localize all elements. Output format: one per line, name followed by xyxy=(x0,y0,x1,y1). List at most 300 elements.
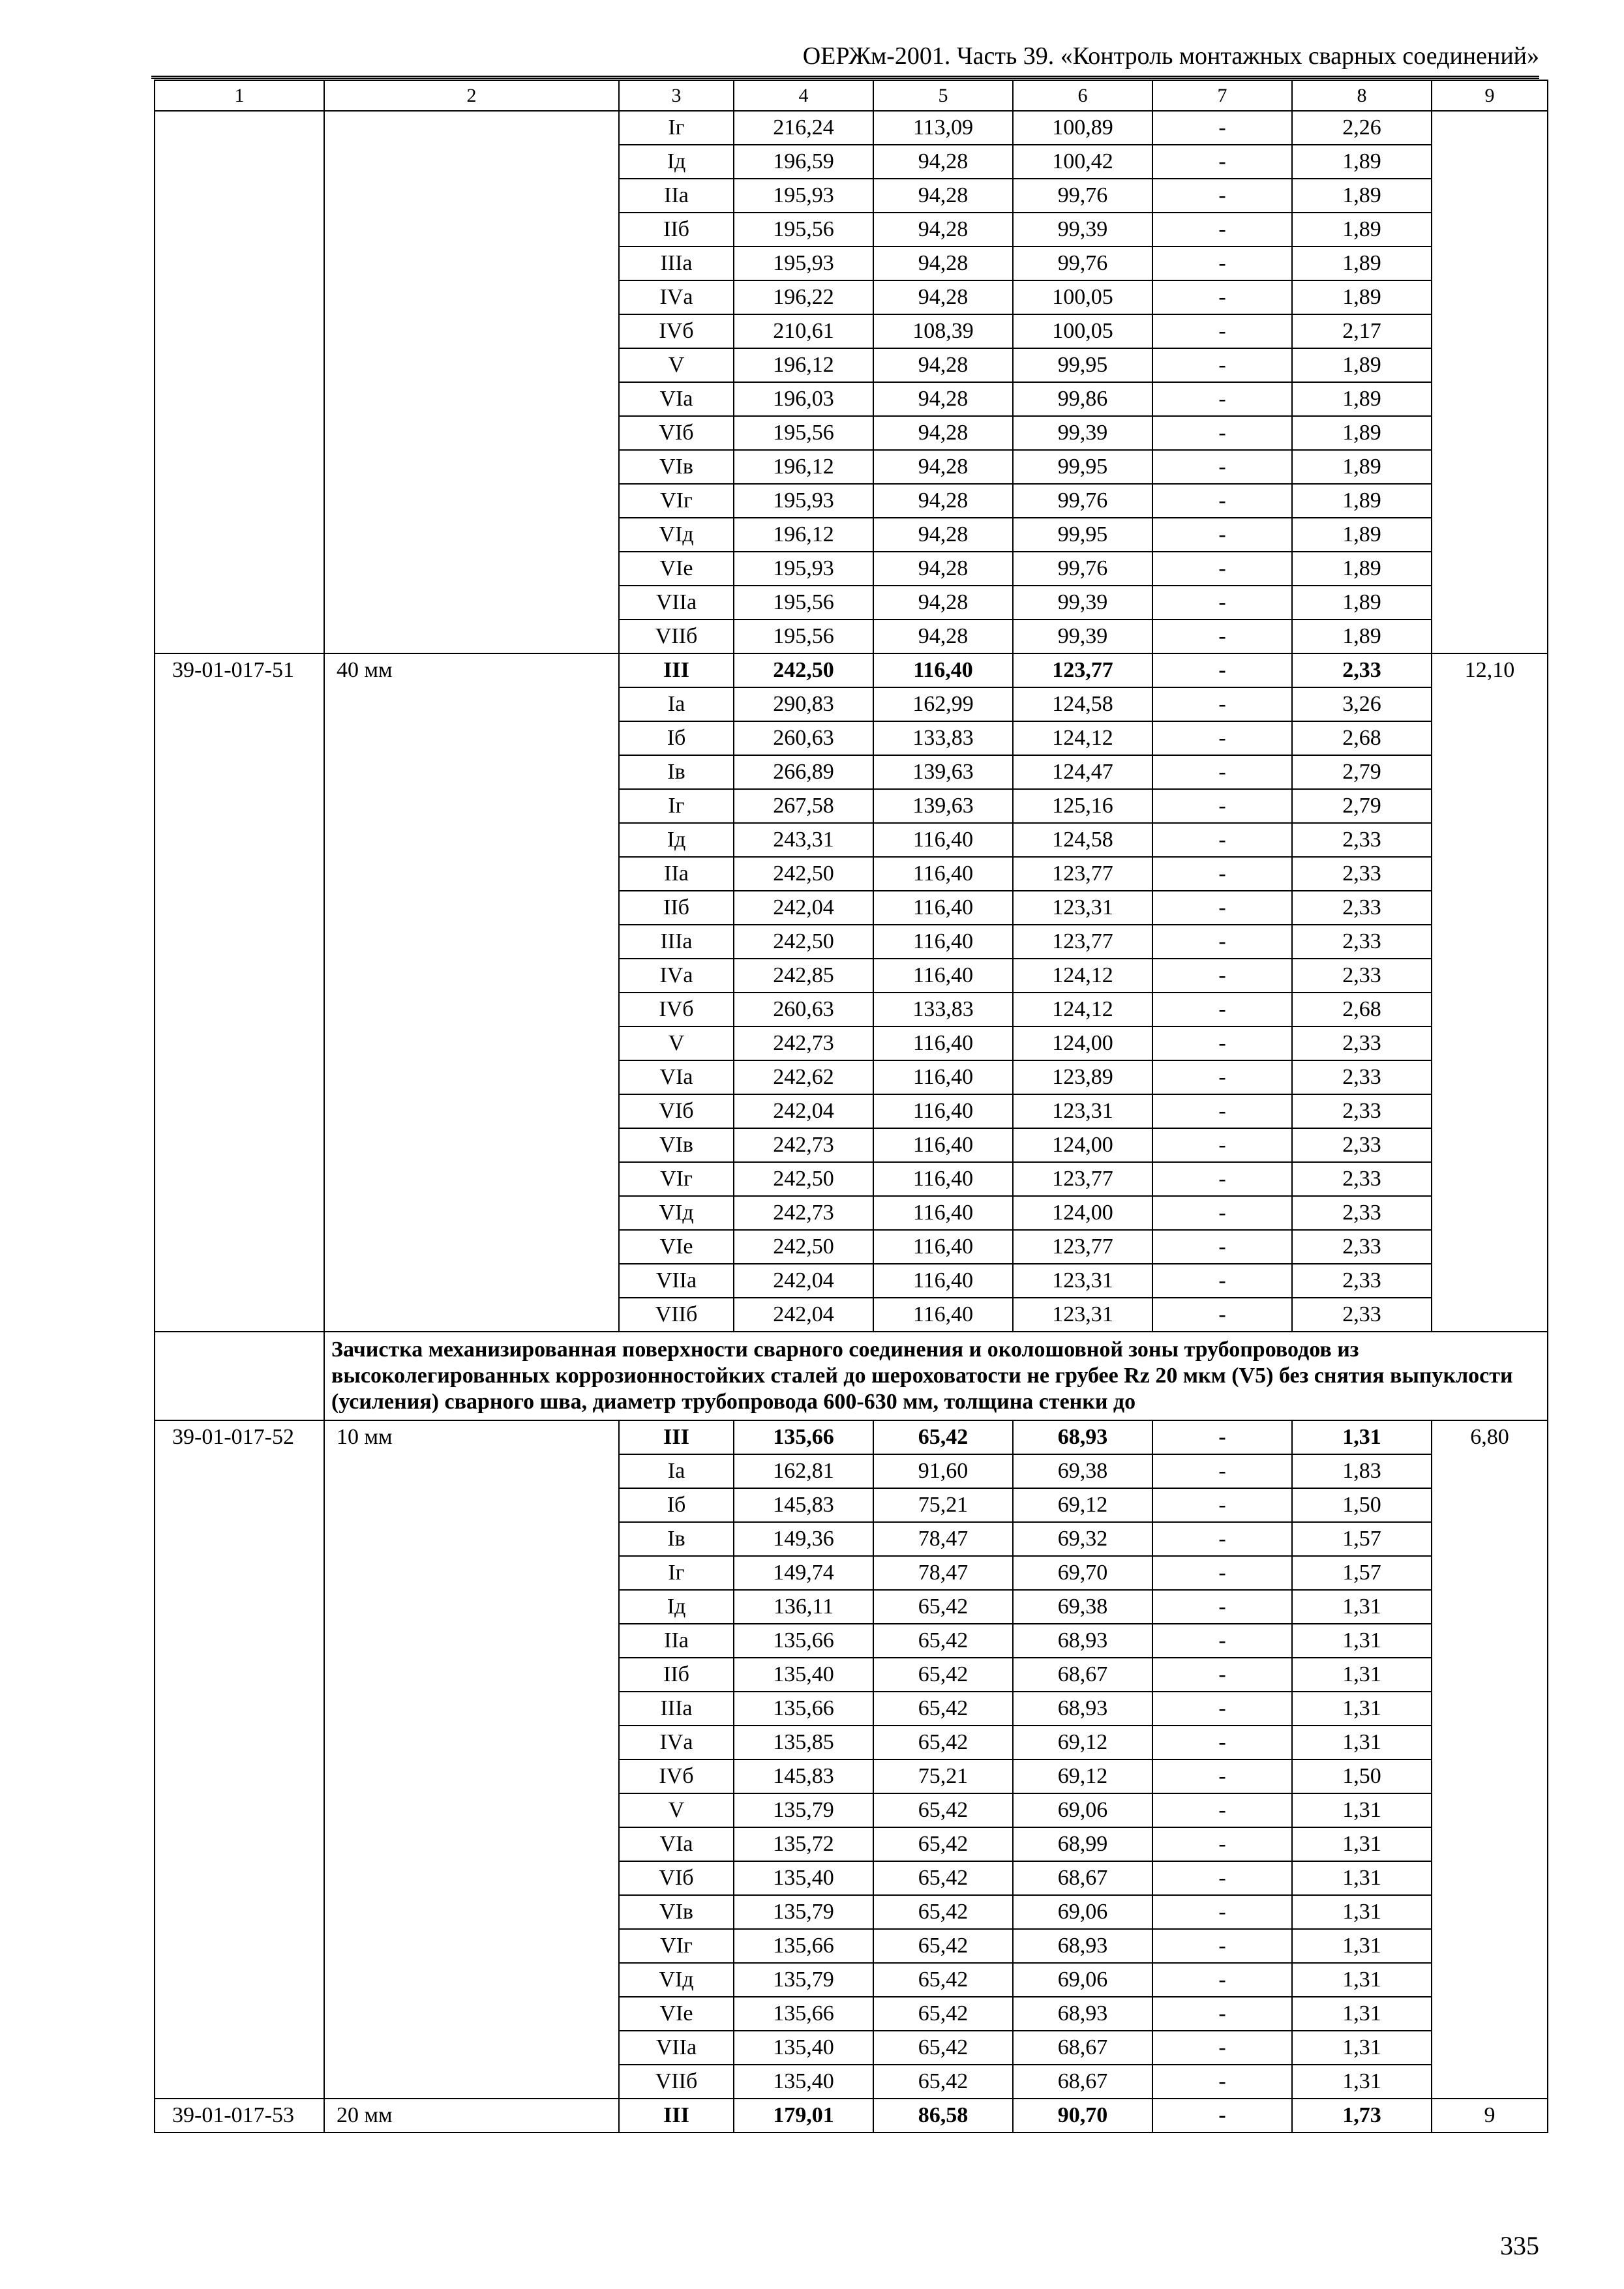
total-cost: 242,73 xyxy=(734,1026,873,1060)
labor-costs: 1,57 xyxy=(1292,1522,1432,1556)
machine-operation: 124,58 xyxy=(1013,687,1152,721)
labor-costs: 1,50 xyxy=(1292,1488,1432,1522)
machine-operation: 68,67 xyxy=(1013,1861,1152,1895)
section-title: Зачистка механизированная поверхности сварного соединения и околошовной зоны трубопроводов из высоколегированных коррозионностойких сталей до шероховатости не грубее Rz 20 мкм (V5) без снятия выпуклости (усиления) сварного шва, диаметр трубопровода 600-630 мм, толщина стенки до xyxy=(324,1332,1548,1420)
machine-operation: 100,42 xyxy=(1013,145,1152,179)
materials: - xyxy=(1152,1488,1292,1522)
materials: - xyxy=(1152,111,1292,145)
materials: - xyxy=(1152,280,1292,314)
labor-costs: 3,26 xyxy=(1292,687,1432,721)
conditions-code: Iа xyxy=(619,1454,734,1488)
conditions-code: VIIа xyxy=(619,2031,734,2065)
machine-operation: 123,31 xyxy=(1013,1298,1152,1332)
labor-costs: 1,89 xyxy=(1292,179,1432,213)
machine-operation: 99,39 xyxy=(1013,620,1152,653)
materials: - xyxy=(1152,2099,1292,2132)
labor-costs: 1,89 xyxy=(1292,484,1432,518)
materials: - xyxy=(1152,1963,1292,1997)
machine-operation: 123,31 xyxy=(1013,1094,1152,1128)
conditions-code: IVб xyxy=(619,993,734,1026)
conditions-code: VIд xyxy=(619,1963,734,1997)
conditions-code: VIб xyxy=(619,1094,734,1128)
total-cost: 145,83 xyxy=(734,1488,873,1522)
total-cost: 242,50 xyxy=(734,1162,873,1196)
machine-operation: 69,38 xyxy=(1013,1454,1152,1488)
wages: 116,40 xyxy=(873,1128,1013,1162)
conditions-code: VIIб xyxy=(619,1298,734,1332)
wages: 116,40 xyxy=(873,1162,1013,1196)
rate-code: 39-01-017-51 xyxy=(155,653,324,1332)
conditions-code: Iб xyxy=(619,721,734,755)
conditions-code: VIIа xyxy=(619,1264,734,1298)
total-cost: 195,56 xyxy=(734,620,873,653)
wages: 116,40 xyxy=(873,925,1013,959)
machine-operation: 69,38 xyxy=(1013,1590,1152,1624)
empty-cell xyxy=(1432,111,1548,653)
conditions-code: IVа xyxy=(619,280,734,314)
conditions-code: V xyxy=(619,1793,734,1827)
empty-cell xyxy=(155,111,324,653)
conditions-code: III xyxy=(619,653,734,687)
conditions-code: IVб xyxy=(619,1759,734,1793)
conditions-code: IVа xyxy=(619,1726,734,1759)
wages: 65,42 xyxy=(873,1658,1013,1692)
labor-costs: 1,31 xyxy=(1292,1997,1432,2031)
labor-costs: 2,33 xyxy=(1292,857,1432,891)
labor-costs: 1,89 xyxy=(1292,382,1432,416)
labor-costs: 1,31 xyxy=(1292,1692,1432,1726)
total-cost: 242,04 xyxy=(734,891,873,925)
labor-costs: 1,31 xyxy=(1292,1861,1432,1895)
total-cost: 196,12 xyxy=(734,518,873,552)
machine-operation: 68,93 xyxy=(1013,1997,1152,2031)
conditions-code: Iг xyxy=(619,111,734,145)
materials: - xyxy=(1152,891,1292,925)
column-header: 8 xyxy=(1292,80,1432,111)
table-row-main xyxy=(155,653,1548,687)
materials: - xyxy=(1152,213,1292,247)
conditions-code: VIб xyxy=(619,416,734,450)
labor-costs: 1,73 xyxy=(1292,2099,1432,2132)
machine-operation: 124,00 xyxy=(1013,1026,1152,1060)
conditions-code: IIб xyxy=(619,891,734,925)
page-number: 335 xyxy=(1500,2231,1539,2260)
materials: - xyxy=(1152,1658,1292,1692)
materials: - xyxy=(1152,1230,1292,1264)
materials: - xyxy=(1152,1827,1292,1861)
labor-costs: 2,26 xyxy=(1292,111,1432,145)
total-cost: 290,83 xyxy=(734,687,873,721)
wages: 65,42 xyxy=(873,1929,1013,1963)
labor-costs: 1,89 xyxy=(1292,247,1432,280)
conditions-code: VIIб xyxy=(619,620,734,653)
machine-operation: 69,70 xyxy=(1013,1556,1152,1590)
machine-operation: 68,93 xyxy=(1013,1420,1152,1454)
materials: - xyxy=(1152,382,1292,416)
wages: 133,83 xyxy=(873,993,1013,1026)
conditions-code: VIIа xyxy=(619,586,734,620)
materials: - xyxy=(1152,1624,1292,1658)
labor-costs: 2,33 xyxy=(1292,1230,1432,1264)
machine-operation: 99,76 xyxy=(1013,552,1152,586)
machine-operation: 123,77 xyxy=(1013,1162,1152,1196)
labor-costs: 2,33 xyxy=(1292,891,1432,925)
conditions-code: IIа xyxy=(619,857,734,891)
total-cost: 196,22 xyxy=(734,280,873,314)
materials: - xyxy=(1152,416,1292,450)
wages: 65,42 xyxy=(873,1997,1013,2031)
total-cost: 196,12 xyxy=(734,450,873,484)
conditions-code: IIIа xyxy=(619,925,734,959)
conditions-code: VIд xyxy=(619,518,734,552)
total-cost: 135,79 xyxy=(734,1963,873,1997)
machine-operation: 100,05 xyxy=(1013,280,1152,314)
wages: 65,42 xyxy=(873,1590,1013,1624)
wages: 113,09 xyxy=(873,111,1013,145)
rate-mass: 12,10 xyxy=(1432,653,1548,1332)
wages: 94,28 xyxy=(873,552,1013,586)
materials: - xyxy=(1152,1929,1292,1963)
wages: 133,83 xyxy=(873,721,1013,755)
materials: - xyxy=(1152,348,1292,382)
materials: - xyxy=(1152,1298,1292,1332)
column-header: 6 xyxy=(1013,80,1152,111)
wages: 116,40 xyxy=(873,1094,1013,1128)
table-row xyxy=(155,111,1548,145)
machine-operation: 69,06 xyxy=(1013,1895,1152,1929)
wages: 65,42 xyxy=(873,1692,1013,1726)
total-cost: 135,85 xyxy=(734,1726,873,1759)
wages: 94,28 xyxy=(873,484,1013,518)
total-cost: 135,40 xyxy=(734,1861,873,1895)
conditions-code: VIв xyxy=(619,450,734,484)
total-cost: 210,61 xyxy=(734,314,873,348)
wages: 94,28 xyxy=(873,348,1013,382)
materials: - xyxy=(1152,450,1292,484)
wages: 116,40 xyxy=(873,1264,1013,1298)
machine-operation: 99,86 xyxy=(1013,382,1152,416)
machine-operation: 68,67 xyxy=(1013,2065,1152,2099)
materials: - xyxy=(1152,1861,1292,1895)
wages: 94,28 xyxy=(873,179,1013,213)
total-cost: 242,73 xyxy=(734,1196,873,1230)
machine-operation: 99,95 xyxy=(1013,450,1152,484)
rate-code: 39-01-017-52 xyxy=(155,1420,324,2099)
materials: - xyxy=(1152,789,1292,823)
labor-costs: 1,31 xyxy=(1292,1590,1432,1624)
machine-operation: 124,12 xyxy=(1013,959,1152,993)
labor-costs: 2,33 xyxy=(1292,1060,1432,1094)
materials: - xyxy=(1152,518,1292,552)
conditions-code: IIб xyxy=(619,213,734,247)
total-cost: 135,40 xyxy=(734,1658,873,1692)
conditions-code: Iд xyxy=(619,823,734,857)
wages: 78,47 xyxy=(873,1522,1013,1556)
column-header: 2 xyxy=(324,80,619,111)
wages: 116,40 xyxy=(873,823,1013,857)
wages: 94,28 xyxy=(873,280,1013,314)
machine-operation: 123,89 xyxy=(1013,1060,1152,1094)
materials: - xyxy=(1152,1454,1292,1488)
total-cost: 149,74 xyxy=(734,1556,873,1590)
materials: - xyxy=(1152,1793,1292,1827)
total-cost: 242,50 xyxy=(734,925,873,959)
conditions-code: Iа xyxy=(619,687,734,721)
total-cost: 267,58 xyxy=(734,789,873,823)
total-cost: 135,40 xyxy=(734,2031,873,2065)
wages: 65,42 xyxy=(873,1895,1013,1929)
conditions-code: Iг xyxy=(619,1556,734,1590)
machine-operation: 124,12 xyxy=(1013,993,1152,1026)
total-cost: 195,56 xyxy=(734,416,873,450)
total-cost: 195,56 xyxy=(734,213,873,247)
machine-operation: 100,89 xyxy=(1013,111,1152,145)
conditions-code: Iв xyxy=(619,1522,734,1556)
materials: - xyxy=(1152,247,1292,280)
materials: - xyxy=(1152,1162,1292,1196)
wages: 116,40 xyxy=(873,653,1013,687)
materials: - xyxy=(1152,2031,1292,2065)
materials: - xyxy=(1152,721,1292,755)
materials: - xyxy=(1152,959,1292,993)
materials: - xyxy=(1152,145,1292,179)
machine-operation: 69,12 xyxy=(1013,1759,1152,1793)
conditions-code: IIа xyxy=(619,179,734,213)
total-cost: 195,93 xyxy=(734,247,873,280)
labor-costs: 2,33 xyxy=(1292,1026,1432,1060)
total-cost: 145,83 xyxy=(734,1759,873,1793)
conditions-code: V xyxy=(619,348,734,382)
wages: 94,28 xyxy=(873,247,1013,280)
conditions-code: VIв xyxy=(619,1895,734,1929)
labor-costs: 2,33 xyxy=(1292,1094,1432,1128)
labor-costs: 2,68 xyxy=(1292,993,1432,1026)
conditions-code: VIе xyxy=(619,1997,734,2031)
column-header: 1 xyxy=(155,80,324,111)
materials: - xyxy=(1152,687,1292,721)
page-header: ОЕРЖм-2001. Часть 39. «Контроль монтажных сварных соединений» xyxy=(151,37,1539,79)
empty-cell xyxy=(155,1332,324,1420)
machine-operation: 123,77 xyxy=(1013,925,1152,959)
labor-costs: 1,89 xyxy=(1292,416,1432,450)
materials: - xyxy=(1152,314,1292,348)
machine-operation: 124,00 xyxy=(1013,1128,1152,1162)
machine-operation: 99,76 xyxy=(1013,484,1152,518)
wages: 65,42 xyxy=(873,1963,1013,1997)
labor-costs: 2,33 xyxy=(1292,1128,1432,1162)
conditions-code: VIв xyxy=(619,1128,734,1162)
wages: 162,99 xyxy=(873,687,1013,721)
machine-operation: 125,16 xyxy=(1013,789,1152,823)
wages: 65,42 xyxy=(873,1793,1013,1827)
materials: - xyxy=(1152,1726,1292,1759)
wages: 116,40 xyxy=(873,891,1013,925)
materials: - xyxy=(1152,857,1292,891)
materials: - xyxy=(1152,925,1292,959)
machine-operation: 99,95 xyxy=(1013,518,1152,552)
machine-operation: 124,00 xyxy=(1013,1196,1152,1230)
labor-costs: 1,89 xyxy=(1292,518,1432,552)
machine-operation: 68,67 xyxy=(1013,2031,1152,2065)
machine-operation: 69,12 xyxy=(1013,1488,1152,1522)
conditions-code: VIд xyxy=(619,1196,734,1230)
total-cost: 242,04 xyxy=(734,1298,873,1332)
total-cost: 195,93 xyxy=(734,484,873,518)
labor-costs: 1,31 xyxy=(1292,1624,1432,1658)
rate-mass: 9 xyxy=(1432,2099,1548,2132)
labor-costs: 1,31 xyxy=(1292,1658,1432,1692)
machine-operation: 99,76 xyxy=(1013,179,1152,213)
total-cost: 243,31 xyxy=(734,823,873,857)
total-cost: 242,50 xyxy=(734,1230,873,1264)
total-cost: 196,59 xyxy=(734,145,873,179)
labor-costs: 1,31 xyxy=(1292,1726,1432,1759)
conditions-code: Iг xyxy=(619,789,734,823)
total-cost: 260,63 xyxy=(734,721,873,755)
labor-costs: 2,33 xyxy=(1292,1196,1432,1230)
total-cost: 135,72 xyxy=(734,1827,873,1861)
rate-code: 39-01-017-53 xyxy=(155,2099,324,2132)
conditions-code: IVб xyxy=(619,314,734,348)
total-cost: 260,63 xyxy=(734,993,873,1026)
labor-costs: 2,17 xyxy=(1292,314,1432,348)
wages: 94,28 xyxy=(873,518,1013,552)
labor-costs: 2,68 xyxy=(1292,721,1432,755)
labor-costs: 2,33 xyxy=(1292,823,1432,857)
column-header: 3 xyxy=(619,80,734,111)
wages: 94,28 xyxy=(873,450,1013,484)
wages: 65,42 xyxy=(873,1624,1013,1658)
total-cost: 195,56 xyxy=(734,586,873,620)
materials: - xyxy=(1152,1420,1292,1454)
total-cost: 135,79 xyxy=(734,1895,873,1929)
materials: - xyxy=(1152,823,1292,857)
wages: 139,63 xyxy=(873,755,1013,789)
conditions-code: Iв xyxy=(619,755,734,789)
conditions-code: III xyxy=(619,2099,734,2132)
rate-mass: 6,80 xyxy=(1432,1420,1548,2099)
price-table-body xyxy=(155,80,1548,2132)
total-cost: 242,50 xyxy=(734,653,873,687)
materials: - xyxy=(1152,1196,1292,1230)
machine-operation: 99,76 xyxy=(1013,247,1152,280)
conditions-code: VIа xyxy=(619,1060,734,1094)
wall-thickness: 10 мм xyxy=(324,1420,619,2099)
wages: 65,42 xyxy=(873,2065,1013,2099)
wages: 65,42 xyxy=(873,1420,1013,1454)
machine-operation: 123,77 xyxy=(1013,857,1152,891)
total-cost: 266,89 xyxy=(734,755,873,789)
materials: - xyxy=(1152,1895,1292,1929)
total-cost: 242,85 xyxy=(734,959,873,993)
conditions-code: V xyxy=(619,1026,734,1060)
wages: 86,58 xyxy=(873,2099,1013,2132)
machine-operation: 68,93 xyxy=(1013,1929,1152,1963)
wages: 75,21 xyxy=(873,1488,1013,1522)
total-cost: 136,11 xyxy=(734,1590,873,1624)
labor-costs: 1,89 xyxy=(1292,620,1432,653)
labor-costs: 1,31 xyxy=(1292,1963,1432,1997)
conditions-code: IIIа xyxy=(619,247,734,280)
labor-costs: 1,31 xyxy=(1292,1793,1432,1827)
labor-costs: 2,33 xyxy=(1292,1162,1432,1196)
total-cost: 195,93 xyxy=(734,552,873,586)
wages: 65,42 xyxy=(873,1726,1013,1759)
wages: 78,47 xyxy=(873,1556,1013,1590)
column-header: 9 xyxy=(1432,80,1548,111)
wages: 94,28 xyxy=(873,145,1013,179)
conditions-code: Iд xyxy=(619,145,734,179)
wages: 94,28 xyxy=(873,213,1013,247)
labor-costs: 1,89 xyxy=(1292,586,1432,620)
labor-costs: 1,57 xyxy=(1292,1556,1432,1590)
labor-costs: 1,31 xyxy=(1292,1827,1432,1861)
labor-costs: 2,79 xyxy=(1292,755,1432,789)
materials: - xyxy=(1152,1522,1292,1556)
total-cost: 135,66 xyxy=(734,1420,873,1454)
materials: - xyxy=(1152,1060,1292,1094)
column-header-row xyxy=(155,80,1548,111)
wages: 91,60 xyxy=(873,1454,1013,1488)
labor-costs: 1,89 xyxy=(1292,145,1432,179)
wall-thickness: 40 мм xyxy=(324,653,619,1332)
labor-costs: 1,89 xyxy=(1292,280,1432,314)
total-cost: 162,81 xyxy=(734,1454,873,1488)
machine-operation: 68,67 xyxy=(1013,1658,1152,1692)
wall-thickness: 20 мм xyxy=(324,2099,619,2132)
machine-operation: 69,06 xyxy=(1013,1793,1152,1827)
labor-costs: 1,50 xyxy=(1292,1759,1432,1793)
materials: - xyxy=(1152,2065,1292,2099)
wages: 94,28 xyxy=(873,620,1013,653)
wages: 65,42 xyxy=(873,1861,1013,1895)
machine-operation: 69,06 xyxy=(1013,1963,1152,1997)
wages: 65,42 xyxy=(873,2031,1013,2065)
materials: - xyxy=(1152,620,1292,653)
conditions-code: Iд xyxy=(619,1590,734,1624)
labor-costs: 2,33 xyxy=(1292,925,1432,959)
wages: 75,21 xyxy=(873,1759,1013,1793)
labor-costs: 2,33 xyxy=(1292,1298,1432,1332)
wages: 94,28 xyxy=(873,586,1013,620)
empty-cell xyxy=(324,111,619,653)
conditions-code: IVа xyxy=(619,959,734,993)
materials: - xyxy=(1152,1128,1292,1162)
labor-costs: 1,31 xyxy=(1292,1420,1432,1454)
wages: 116,40 xyxy=(873,959,1013,993)
wages: 116,40 xyxy=(873,1060,1013,1094)
total-cost: 242,62 xyxy=(734,1060,873,1094)
machine-operation: 69,32 xyxy=(1013,1522,1152,1556)
materials: - xyxy=(1152,1094,1292,1128)
machine-operation: 90,70 xyxy=(1013,2099,1152,2132)
labor-costs: 1,31 xyxy=(1292,2065,1432,2099)
conditions-code: VIг xyxy=(619,484,734,518)
machine-operation: 68,93 xyxy=(1013,1624,1152,1658)
conditions-code: VIе xyxy=(619,552,734,586)
labor-costs: 2,33 xyxy=(1292,1264,1432,1298)
total-cost: 135,79 xyxy=(734,1793,873,1827)
machine-operation: 124,47 xyxy=(1013,755,1152,789)
total-cost: 195,93 xyxy=(734,179,873,213)
conditions-code: IIа xyxy=(619,1624,734,1658)
table-row-main xyxy=(155,1420,1548,1454)
section-title-row xyxy=(155,1332,1548,1420)
conditions-code: Iб xyxy=(619,1488,734,1522)
wages: 65,42 xyxy=(873,1827,1013,1861)
materials: - xyxy=(1152,1590,1292,1624)
machine-operation: 99,39 xyxy=(1013,416,1152,450)
